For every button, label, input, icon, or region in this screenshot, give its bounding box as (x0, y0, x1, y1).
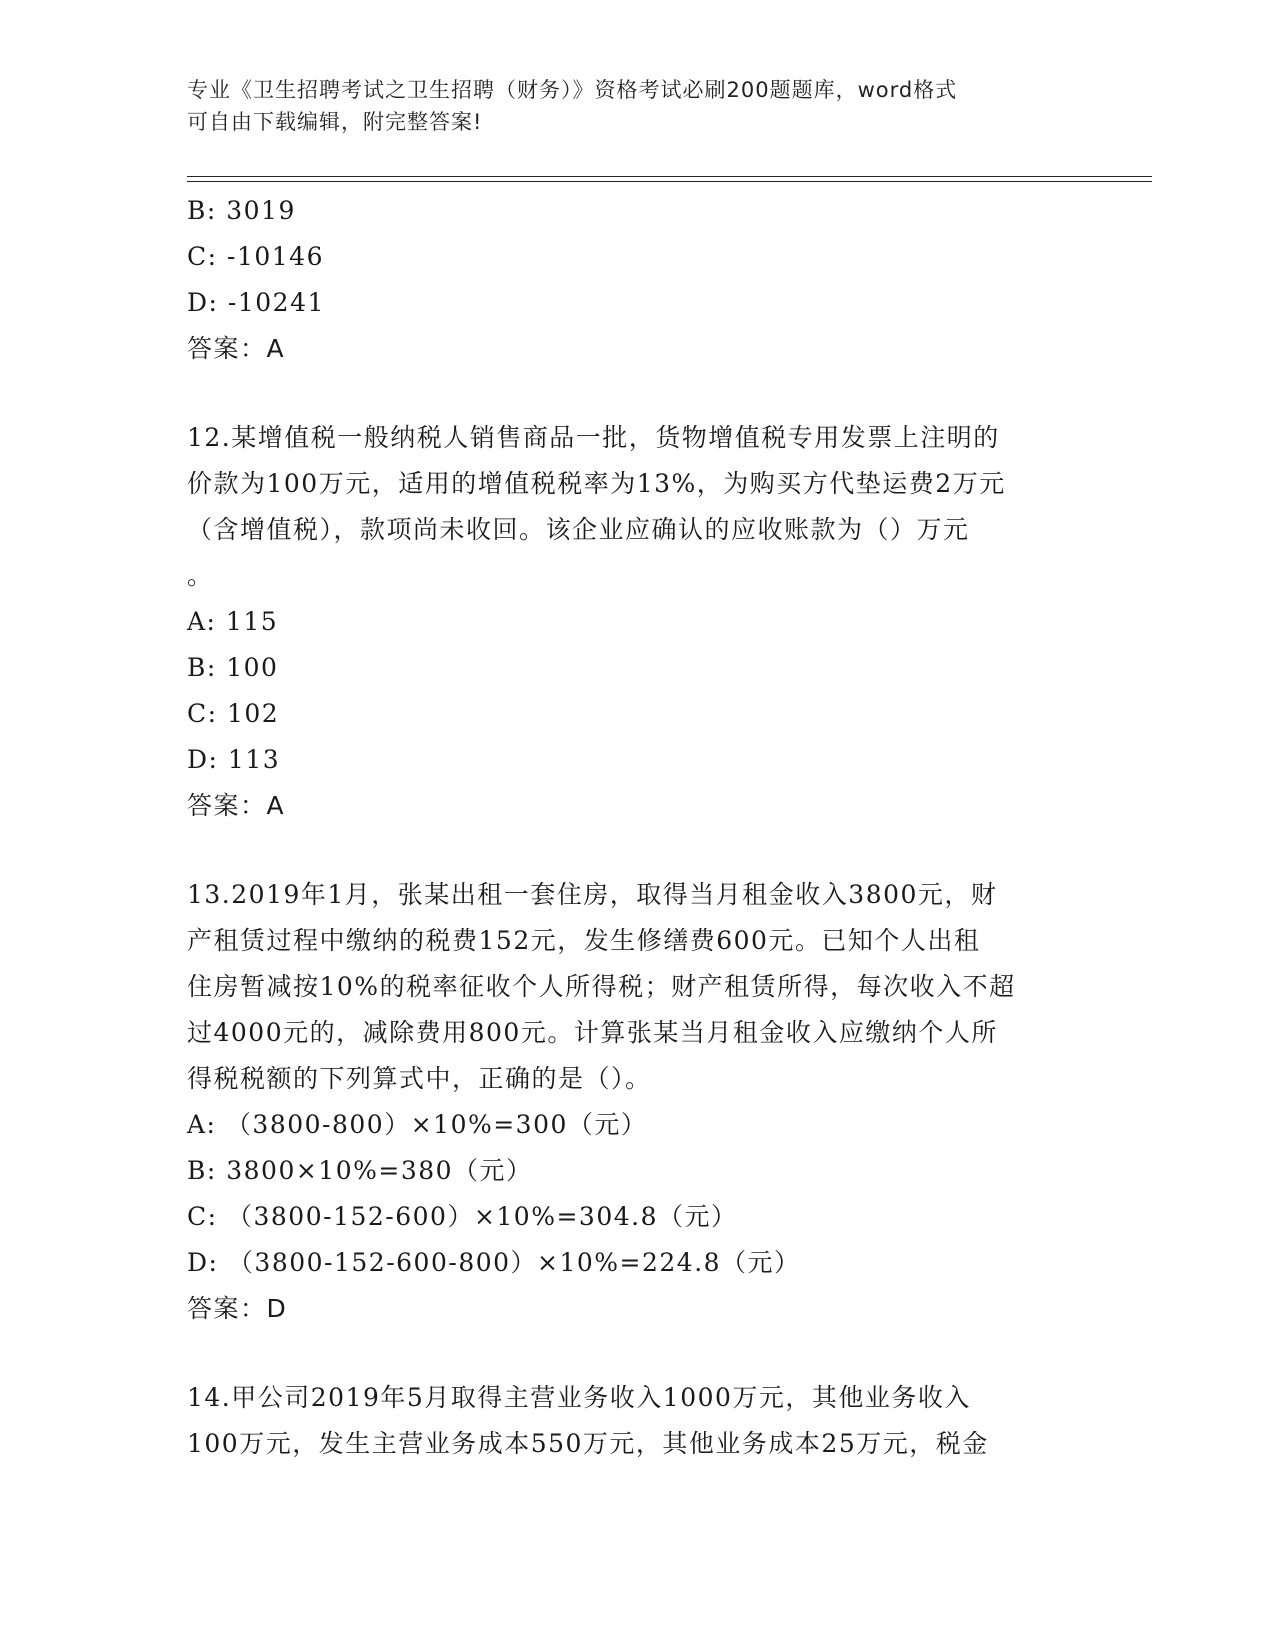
question-12 (187, 415, 1087, 829)
question-text-line: 12.某增值税一般纳税人销售商品一批，货物增值税专用发票上注明的 (187, 423, 1000, 452)
question-13 (187, 872, 1087, 1332)
option-c: C: 102 (187, 699, 280, 728)
answer: 答案：A (187, 334, 286, 363)
option-b: B: 100 (187, 653, 279, 682)
header-rule-top (187, 176, 1152, 177)
document-body (187, 188, 1087, 1467)
question-text-line: 14.甲公司2019年5月取得主营业务收入1000万元，其他业务收入 (187, 1383, 971, 1412)
question-text-line: 住房暂减按10%的税率征收个人所得税；财产租赁所得，每次收入不超 (187, 972, 1016, 1001)
option-d: D: -10241 (187, 288, 325, 317)
header-rule-bottom (187, 181, 1152, 182)
option-c: C: （3800-152-600）×10%=304.8（元） (187, 1202, 738, 1231)
option-d: D: 113 (187, 745, 281, 774)
question-text-line: 100万元，发生主营业务成本550万元，其他业务成本25万元，税金 (187, 1429, 989, 1458)
question-text-line: 。 (187, 561, 214, 590)
option-a: A: （3800-800）×10%=300（元） (187, 1110, 648, 1139)
header-line-1: 专业《卫生招聘考试之卫生招聘（财务）》资格考试必刷200题题库，word格式 (187, 78, 958, 102)
question-text-line: （含增值税），款项尚未收回。该企业应确认的应收账款为（）万元 (187, 515, 970, 544)
question-text-line: 13.2019年1月，张某出租一套住房，取得当月租金收入3800元，财 (187, 880, 998, 909)
question-text-line: 价款为100万元，适用的增值税税率为13%，为购买方代垫运费2万元 (187, 469, 1006, 498)
question-text-line: 产租赁过程中缴纳的税费152元，发生修缮费600元。已知个人出租 (187, 926, 981, 955)
prev-question (187, 188, 1087, 372)
option-b: B: 3019 (187, 196, 296, 225)
option-b: B: 3800×10%=380（元） (187, 1156, 533, 1185)
answer: 答案：D (187, 1294, 288, 1323)
question-14 (187, 1375, 1087, 1467)
option-a: A: 115 (187, 607, 279, 636)
header-line-2: 可自由下载编辑，附完整答案! (187, 110, 483, 134)
option-d: D: （3800-152-600-800）×10%=224.8（元） (187, 1248, 801, 1277)
page-header (187, 74, 1067, 138)
answer: 答案：A (187, 791, 286, 820)
option-c: C: -10146 (187, 242, 324, 271)
question-text-line: 过4000元的，减除费用800元。计算张某当月租金收入应缴纳个人所 (187, 1018, 998, 1047)
question-text-line: 得税税额的下列算式中，正确的是（）。 (187, 1064, 652, 1093)
